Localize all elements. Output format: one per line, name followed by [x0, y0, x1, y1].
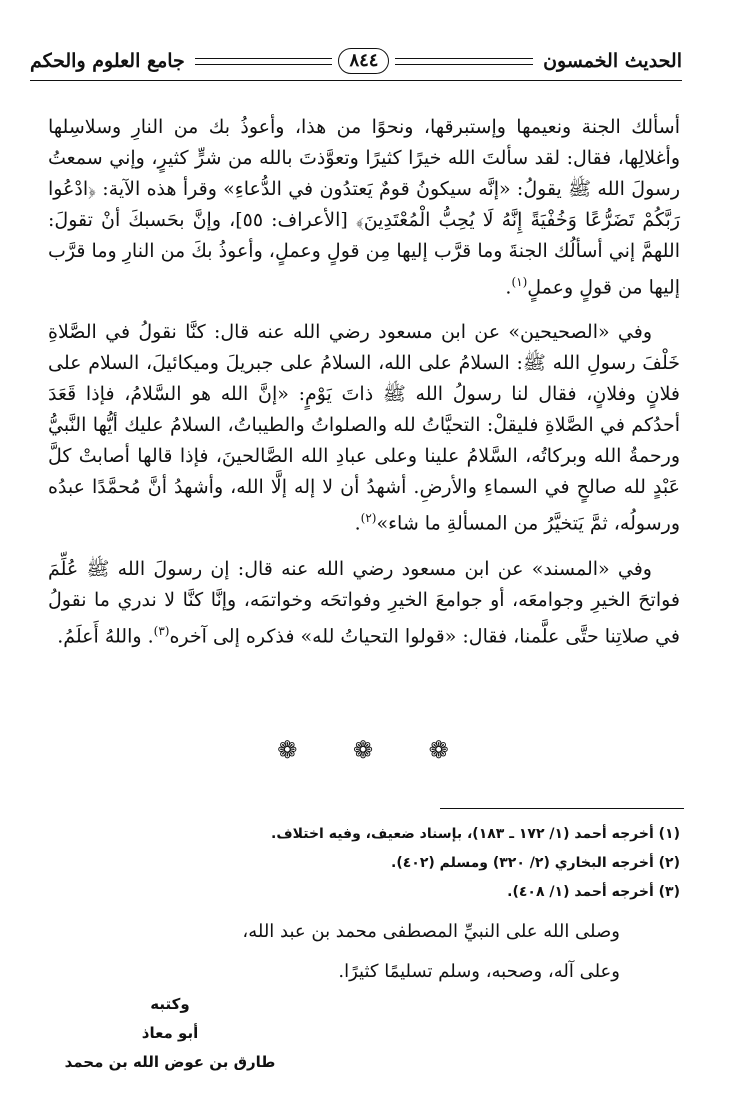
paragraph-2: وفي «الصحيحين» عن ابن مسعود رضي الله عنه قال: كنَّا نقولُ في الصَّلاةِ خَلْفَ رسولِ الله ﷺ: السلامُ على الله، السلامُ على جبريلَ وميكائيلَ، السلام على فلانٍ وفلانٍ، فقال لنا رسولُ الله ﷺ ذاتَ يَوْمٍ: «إنَّ الله هو السَّلامُ، فإذا قَعَدَ أحدُكم في الصَّلاةِ فليقلْ: التحيَّاتُ لله والصلواتُ والطيباتُ، السلامُ عليك أيُّها النَّبيُّ ورحمةُ الله وبركاتُه، السَّلامُ علينا وعلى عبادِ الله الصَّالحينَ، فإذا قالها أصابتْ كلَّ عَبْدٍ لله صالحٍ في السماءِ والأرضِ. أشهدُ أن لا إله إلَّا الله، وأشهدُ أنَّ مُحمَّدًا عبدُه ورسولُه، ثمَّ يَتخيَّرُ من المسألةِ ما شاء»$^{(٢)}$.	[48, 321, 680, 535]
header-underline	[30, 80, 682, 81]
footnote-rule	[440, 808, 684, 809]
signature-line-3: طارق بن عوض الله بن محمد	[64, 1053, 276, 1071]
paragraph-3	[48, 554, 680, 652]
paragraph-2-text: وفي «الصحيحين» عن ابن مسعود رضي الله عنه قال: كنَّا نقولُ في الصَّلاةِ خَلْفَ رسولِ الله ﷺ: السلامُ على الله، السلامُ على جبريلَ وميكائيلَ، السلام على فلانٍ وفلانٍ، فقال لنا رسولُ الله ﷺ ذاتَ يَوْمٍ: «إنَّ الله هو السَّلامُ، فإذا قَعَدَ أحدُكم في الصَّلاةِ فليقلْ: التحيَّاتُ لله والصلواتُ والطيباتُ، السلامُ عليك أيُّها النَّبيُّ ورحمةُ الله وبركاتُه، السَّلامُ علينا وعلى عبادِ الله الصَّالحينَ، فإذا قالها أصابتْ كلَّ عَبْدٍ لله صالحٍ في السماءِ والأرضِ. أشهدُ أن لا إله إلَّا الله، وأشهدُ أنَّ مُحمَّدًا عبدُه ورسولُه، ثمَّ يَتخيَّرُ من المسألةِ ما شاء»	[48, 321, 680, 535]
closing-line-2: وعلى آله، وصحبه، وسلم تسليمًا كثيرًا.	[338, 961, 620, 982]
header-rule	[195, 58, 333, 65]
footnote-mark-3: (٣)	[153, 623, 170, 638]
section-separator-stars: ❁ ❁ ❁	[277, 736, 473, 764]
closing-prayer	[100, 912, 620, 992]
footnotes	[200, 820, 680, 907]
footnote-2: (٢) أخرجه البخاري (٢/ ٣٢٠) ومسلم (٤٠٢).	[391, 855, 680, 871]
footnote-mark-2: (٢)	[360, 511, 377, 526]
footnote-1: (١) أخرجه أحمد (١/ ١٧٢ ـ ١٨٣)، بإسناد ضعيف، وفيه اختلاف.	[271, 826, 680, 842]
page-number: ٨٤٤	[338, 48, 389, 74]
author-signature	[60, 990, 280, 1077]
closing-line-1: وصلى الله على النبيِّ المصطفى محمد بن عبد الله،	[242, 921, 620, 942]
book-title: جامع العلوم والحكم	[29, 50, 185, 72]
page-header	[30, 44, 682, 78]
paragraph-3-end: . واللهُ أَعلَمُ.	[57, 624, 154, 647]
main-text	[48, 112, 680, 666]
signature-line-2: أبو معاذ	[141, 1024, 199, 1042]
footnote-3: (٣) أخرجه أحمد (١/ ٤٠٨).	[507, 884, 680, 900]
header-rule	[395, 58, 533, 65]
paragraph-3-text: وفي «المسند» عن ابن مسعود رضي الله عنه قال: إن رسولَ الله ﷺ عُلِّمَ فواتحَ الخيرِ وجوامعَه، أو جوامعَ الخيرِ وفواتحَه وخواتمَه، وإنَّا كنَّا لا ندري ما نقولُ في صلاتِنا حتَّى علَّمنا، فقال: «قولوا التحياتُ لله» فذكره إلى آخره	[48, 557, 680, 647]
paragraph-1: أسألك الجنة ونعيمها وإستبرقها، ونحوًا من هذا، وأعوذُ بك من النارِ وسلاسِلها وأغلالِها، فقال: لقد سألتَ الله خيرًا كثيرًا وتعوَّذتَ بالله من شرٍّ كثيرٍ، وإني سمعتُ رسولَ الله ﷺ يقولُ: «إنَّه سيكونُ قومٌ يَعتدُون في الدُّعاءِ» وقرأ هذه الآية: ﴿ادْعُوا رَبَّكُمْ تَضَرُّعًا وَخُفْيَةً إِنَّهُ لَا يُحِبُّ الْمُعْتَدِينَ﴾ [الأعراف: ٥٥]، وإنَّ بحَسبكَ أنْ تقولَ: اللهمَّ إني أسألُك الجنةَ وما قرَّب إليها مِن قولٍ وعملٍ، وأعوذُ بكَ من النارِ وما قرَّب إليها من قولٍ وعملٍ$^{(١)}$.	[48, 116, 680, 299]
running-title: الحديث الخمسون	[543, 50, 682, 72]
footnote-mark-1: (١)	[511, 275, 528, 289]
paragraph-1-text: أسألك الجنة ونعيمها وإستبرقها، ونحوًا من هذا، وأعوذُ بك من النارِ وسلاسِلها وأغلالِها، فقال: لقد سألتَ الله خيرًا كثيرًا وتعوَّذتَ بالله من شرٍّ كثيرٍ، وإني سمعتُ رسولَ الله ﷺ يقولُ: «إنَّه سيكونُ قومٌ يَعتدُون في الدُّعاءِ» وقرأ هذه الآية: ﴿ادْعُوا رَبَّكُمْ تَضَرُّعًا وَخُفْيَةً إِنَّهُ لَا يُحِبُّ الْمُعْتَدِينَ﴾ [الأعراف: ٥٥]، وإنَّ بحَسبكَ أنْ تقولَ: اللهمَّ إني أسألُك الجنةَ وما قرَّب إليها مِن قولٍ وعملٍ، وأعوذُ بكَ من النارِ وما قرَّب إليها من قولٍ وعملٍ	[48, 116, 680, 299]
signature-line-1: وكتبه	[150, 995, 190, 1013]
